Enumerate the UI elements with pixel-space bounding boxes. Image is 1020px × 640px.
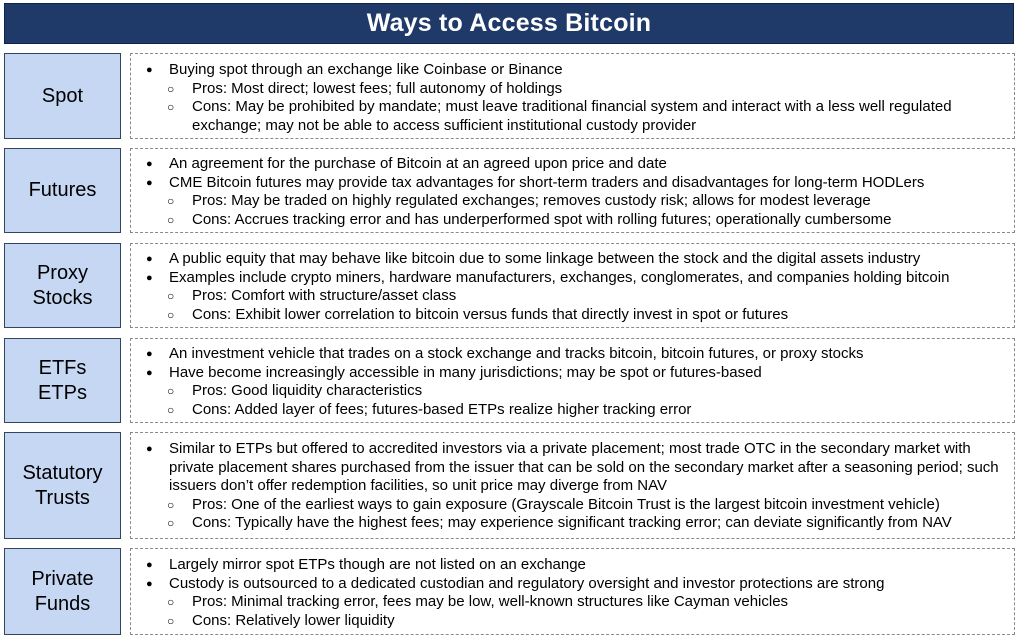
sub-bullet-cons: ○ Cons: Added layer of fees; futures-based ETPs realize higher tracking error xyxy=(131,401,1014,420)
bullet-item: ● An investment vehicle that trades on a stock exchange and tracks bitcoin, bitcoin futures, or proxy stocks xyxy=(131,345,1014,364)
bullet-list xyxy=(131,556,1014,630)
category-label: Statutory Trusts xyxy=(22,461,103,509)
sub-bullet-cons: ○ Cons: Relatively lower liquidity xyxy=(131,612,1014,631)
row-private-funds xyxy=(4,548,1015,635)
description-box xyxy=(130,243,1015,328)
sub-bullet-cons: ○ Cons: May be prohibited by mandate; must leave traditional financial system and interact with a less well regulated exchange; may not be able to access sufficient institutional custody provider xyxy=(131,98,1014,135)
category-label: Futures xyxy=(28,179,97,201)
category-label-box xyxy=(4,338,121,423)
page-title: Ways to Access Bitcoin xyxy=(366,9,652,37)
sub-bullet-pros: ○ Pros: May be traded on highly regulated exchanges; removes custody risk; allows for modest leverage xyxy=(131,192,1014,211)
bullet-list xyxy=(131,345,1014,419)
bullet-list xyxy=(131,61,1014,135)
bullet-item: ● Buying spot through an exchange like Coinbase or Binance xyxy=(131,61,1014,80)
row-statutory-trusts xyxy=(4,432,1015,539)
bullet-item: ● Custody is outsourced to a dedicated custodian and regulatory oversight and investor protections are strong xyxy=(131,575,1014,594)
sub-bullet-pros: ○ Pros: Most direct; lowest fees; full autonomy of holdings xyxy=(131,80,1014,99)
bullet-item: ● Similar to ETPs but offered to accredited investors via a private placement; most trade OTC in the secondary market with private placement shares purchased from the issuer that can be sold on the secondary market after a seasoning period; such issuers don’t offer redemption facilities, so unit price may diverge from NAV xyxy=(131,440,1014,496)
bullet-item: ● Examples include crypto miners, hardware manufacturers, exchanges, conglomerates, and companies holding bitcoin xyxy=(131,269,1014,288)
sub-bullet-pros: ○ Pros: Good liquidity characteristics xyxy=(131,382,1014,401)
category-label-box xyxy=(4,148,121,233)
category-label-box xyxy=(4,548,121,635)
sub-bullet-cons: ○ Cons: Accrues tracking error and has underperformed spot with rolling futures; operationally cumbersome xyxy=(131,211,1014,230)
sub-bullet-cons: ○ Cons: Typically have the highest fees; may experience significant tracking error; can deviate significantly from NAV xyxy=(131,514,1014,533)
category-label-box xyxy=(4,53,121,139)
bullet-item: ● An agreement for the purchase of Bitcoin at an agreed upon price and date xyxy=(131,155,1014,174)
sub-bullet-pros: ○ Pros: Minimal tracking error, fees may be low, well-known structures like Cayman vehicles xyxy=(131,593,1014,612)
description-box xyxy=(130,548,1015,635)
bullet-item: ● A public equity that may behave like bitcoin due to some linkage between the stock and the digital assets industry xyxy=(131,250,1014,269)
row-etfs-etps xyxy=(4,338,1015,423)
category-label: ETFs ETPs xyxy=(38,356,87,404)
description-box xyxy=(130,432,1015,539)
bullet-list xyxy=(131,250,1014,324)
category-label: Private Funds xyxy=(31,567,94,615)
sub-bullet-pros: ○ Pros: Comfort with structure/asset class xyxy=(131,287,1014,306)
sub-bullet-cons: ○ Cons: Exhibit lower correlation to bitcoin versus funds that directly invest in spot or futures xyxy=(131,306,1014,325)
bullet-item: ● CME Bitcoin futures may provide tax advantages for short-term traders and disadvantages for long-term HODLers xyxy=(131,174,1014,193)
title-bar xyxy=(4,3,1014,44)
category-label: Spot xyxy=(41,84,84,107)
row-futures xyxy=(4,148,1015,233)
category-label: Proxy Stocks xyxy=(32,261,93,309)
category-label-box xyxy=(4,243,121,328)
description-box xyxy=(130,338,1015,423)
bullet-list xyxy=(131,440,1014,533)
bullet-list xyxy=(131,155,1014,229)
bullet-item: ● Have become increasingly accessible in many jurisdictions; may be spot or futures-based xyxy=(131,364,1014,383)
category-label-box xyxy=(4,432,121,539)
row-spot xyxy=(4,53,1015,139)
description-box xyxy=(130,148,1015,233)
description-box xyxy=(130,53,1015,139)
bullet-item: ● Largely mirror spot ETPs though are not listed on an exchange xyxy=(131,556,1014,575)
sub-bullet-pros: ○ Pros: One of the earliest ways to gain exposure (Grayscale Bitcoin Trust is the largest bitcoin investment vehicle) xyxy=(131,496,1014,515)
row-proxy-stocks xyxy=(4,243,1015,328)
